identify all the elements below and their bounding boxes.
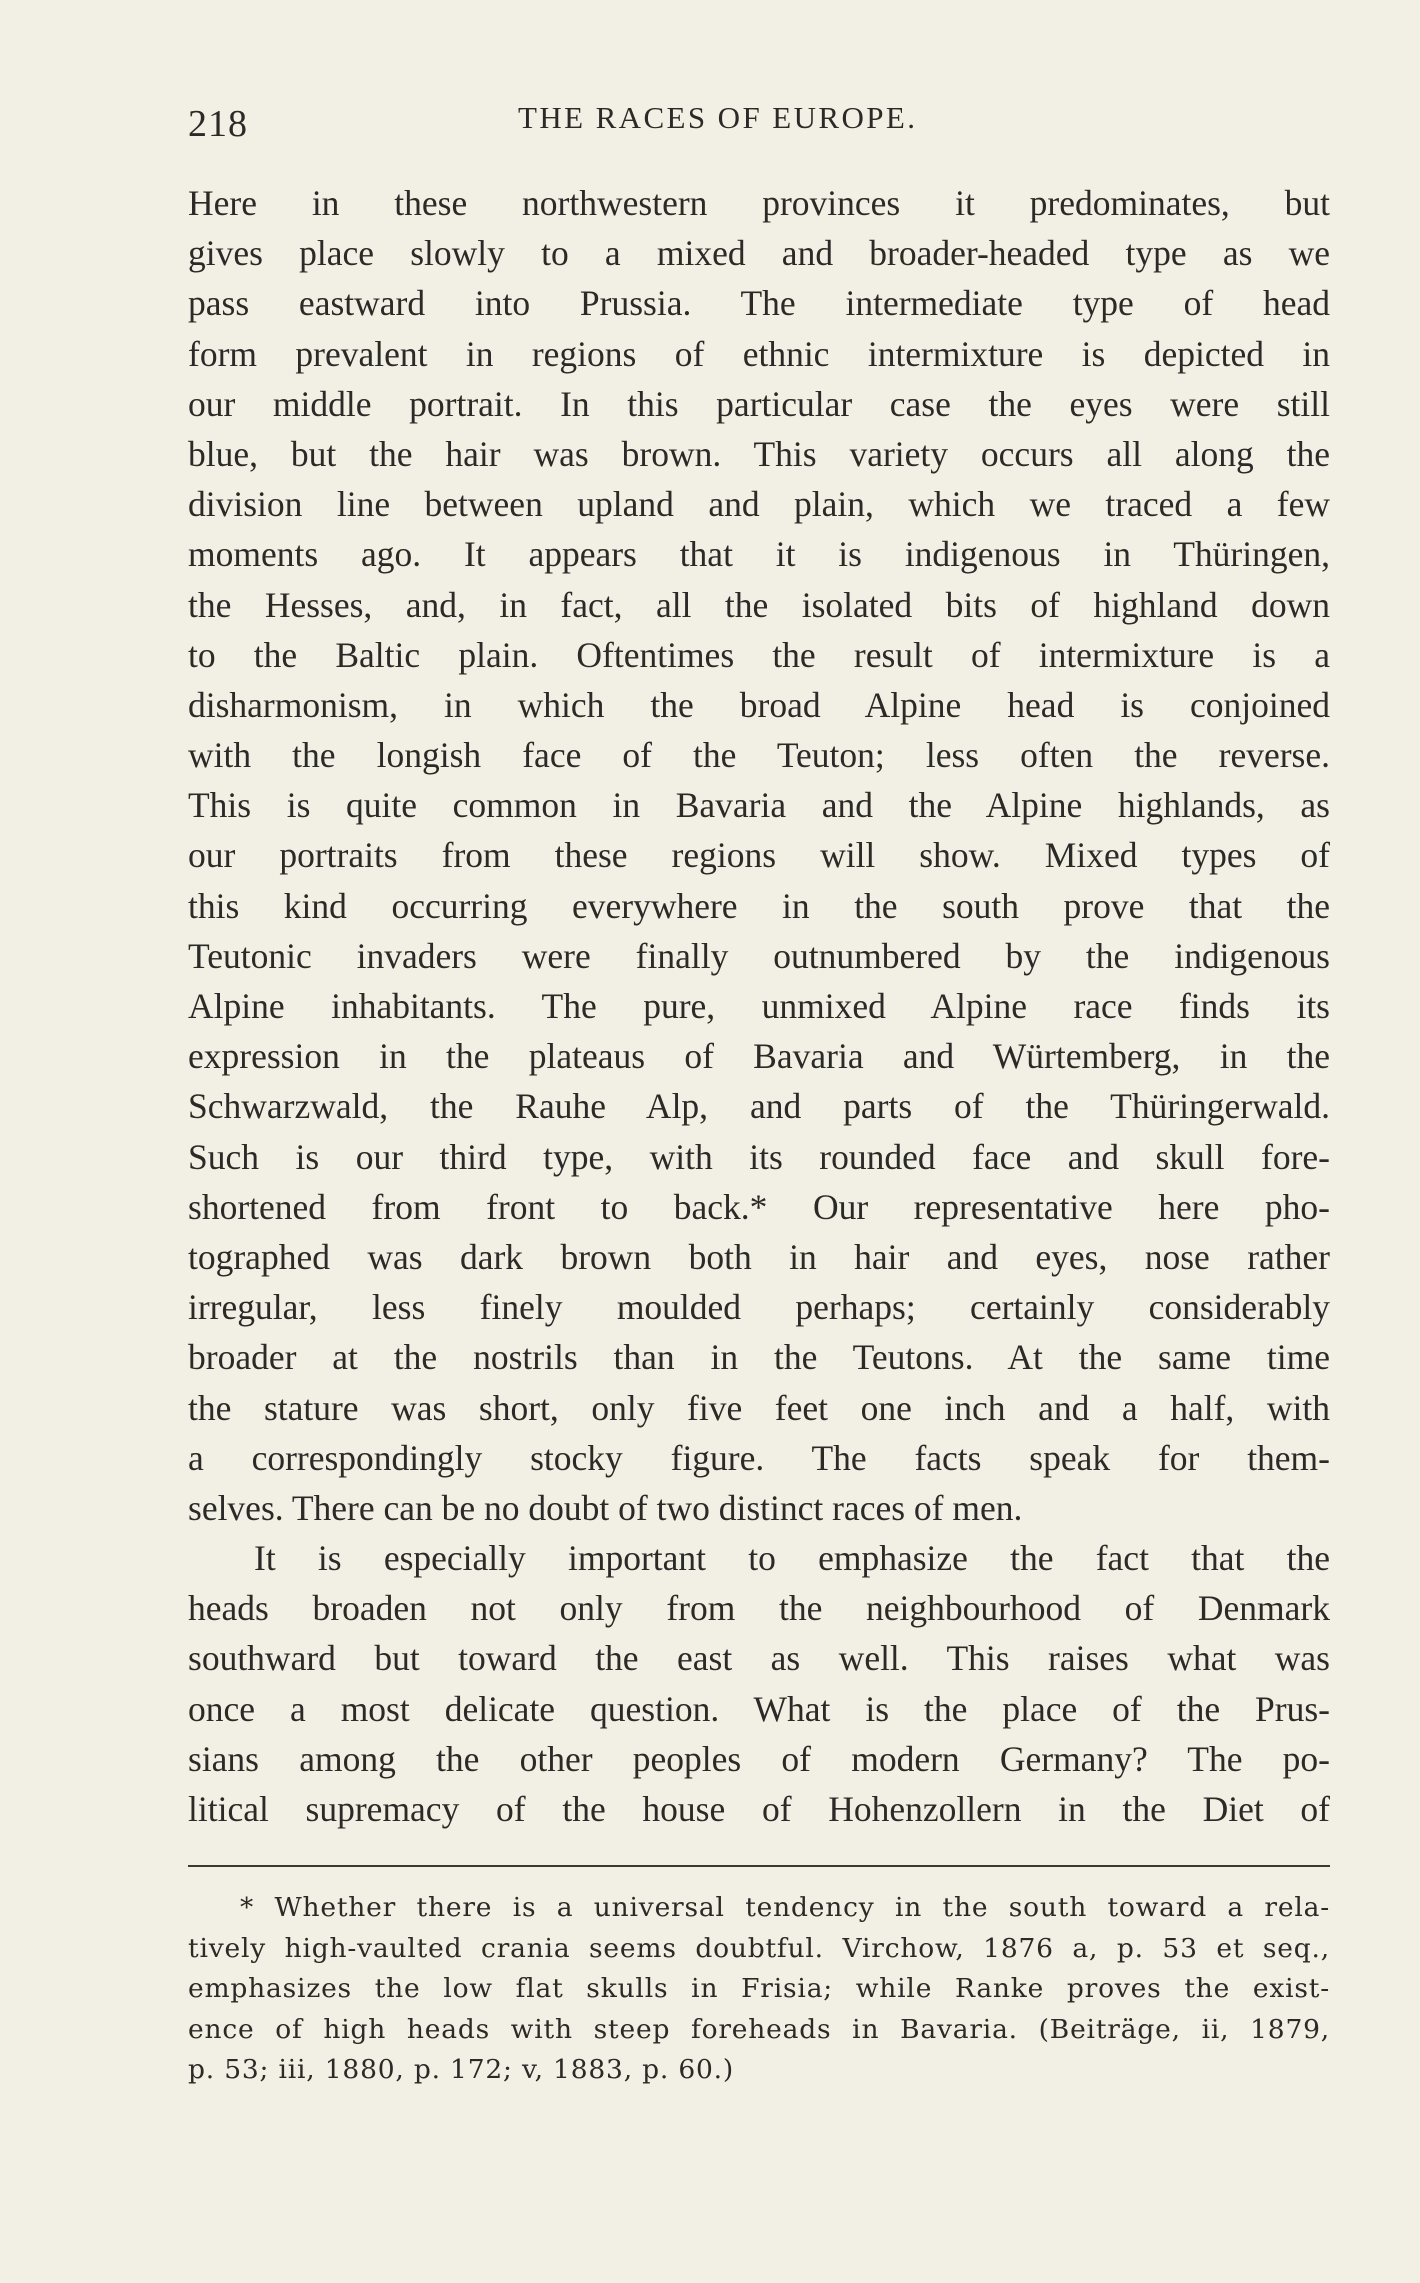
text-line: Such is our third type, with its rounded face and skull fore-: [188, 1136, 1330, 1177]
text-line: litical supremacy of the house of Hohenzollern in the Diet of: [188, 1789, 1330, 1829]
text-line: sians among the other peoples of modern Germany? The po-: [188, 1738, 1330, 1779]
text-line: gives place slowly to a mixed and broader-headed type as we: [188, 233, 1330, 274]
text-line: the stature was short, only five feet one inch and a half, with: [188, 1387, 1330, 1428]
text-line: disharmonism, in which the broad Alpine head is conjoined: [188, 684, 1330, 725]
text-line: broader at the nostrils than in the Teutons. At the same time: [188, 1337, 1330, 1378]
text-line: division line between upland and plain, which we traced a few: [188, 484, 1330, 525]
text-line: Here in these northwestern provinces it predominates, but: [188, 183, 1330, 223]
footnote: [188, 1888, 1330, 2091]
footnote-line: tively high-vaulted crania seems doubtful. Virchow, 1876 a, p. 53 et seq.,: [188, 1932, 1330, 1964]
footnote-divider: [188, 1865, 1330, 1867]
text-line: with the longish face of the Teuton; less often the reverse.: [188, 735, 1330, 776]
footnote-line: p. 53; iii, 1880, p. 172; v, 1883, p. 60.): [188, 2054, 735, 2085]
text-line: expression in the plateaus of Bavaria and Würtemberg, in the: [188, 1036, 1330, 1077]
text-line: a correspondingly stocky figure. The facts speak for them-: [188, 1437, 1330, 1478]
text-line: irregular, less finely moulded perhaps; certainly considerably: [188, 1287, 1330, 1328]
text-line: the Hesses, and, in fact, all the isolated bits of highland down: [188, 584, 1330, 625]
text-line: selves. There can be no doubt of two distinct races of men.: [188, 1487, 1023, 1528]
running-head: [188, 92, 1330, 152]
text-line: This is quite common in Bavaria and the Alpine highlands, as: [188, 785, 1330, 826]
text-line: Teutonic invaders were finally outnumbered by the indigenous: [188, 935, 1330, 976]
text-line: this kind occurring everywhere in the south prove that the: [188, 885, 1330, 926]
text-line: tographed was dark brown both in hair and eyes, nose rather: [188, 1236, 1330, 1277]
text-line: Schwarzwald, the Rauhe Alp, and parts of the Thüringerwald.: [188, 1086, 1330, 1127]
footnote-line: ence of high heads with steep foreheads in Bavaria. (Beiträge, ii, 1879,: [188, 2013, 1330, 2045]
footnote-line: emphasizes the low flat skulls in Frisia; while Ranke proves the exist-: [188, 1973, 1330, 2004]
text-line: Alpine inhabitants. The pure, unmixed Alpine race finds its: [188, 986, 1330, 1026]
text-line: shortened from front to back.* Our representative here pho-: [188, 1186, 1330, 1227]
running-title: THE RACES OF EUROPE.: [518, 100, 918, 135]
text-line: blue, but the hair was brown. This variety occurs all along the: [188, 433, 1330, 474]
body-text: [188, 178, 1330, 1834]
text-line: our middle portrait. In this particular case the eyes were still: [188, 383, 1330, 424]
text-line: our portraits from these regions will show. Mixed types of: [188, 835, 1330, 876]
page-number: 218: [188, 103, 248, 145]
text-line: moments ago. It appears that it is indigenous in Thüringen,: [188, 534, 1330, 575]
footnote-line: * Whether there is a universal tendency in the south toward a rela-: [240, 1892, 1330, 1923]
text-line: heads broaden not only from the neighbourhood of Denmark: [188, 1588, 1330, 1629]
text-line: to the Baltic plain. Oftentimes the result of intermixture is a: [188, 634, 1330, 675]
text-line: form prevalent in regions of ethnic intermixture is depicted in: [188, 333, 1330, 374]
text-line: southward but toward the east as well. This raises what was: [188, 1638, 1330, 1679]
text-line: It is especially important to emphasize the fact that the: [254, 1538, 1330, 1579]
text-line: once a most delicate question. What is the place of the Prus-: [188, 1688, 1330, 1729]
text-line: pass eastward into Prussia. The intermediate type of head: [188, 283, 1330, 324]
